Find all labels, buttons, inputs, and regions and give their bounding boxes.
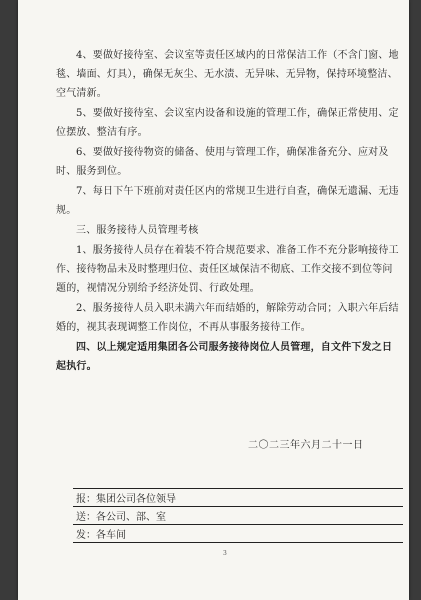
paragraph-item-7: 7、每日下午下班前对责任区内的常规卫生进行自查，确保无遗漏、无违规。: [56, 186, 399, 216]
distribution-report-to: 报：集团公司各位领导: [73, 488, 403, 507]
document-page: [18, 0, 409, 600]
distribution-list: [73, 488, 403, 543]
paragraph-item-5: 5、要做好接待室、会议室内设备和设施的管理工作，确保正常使用、定位摆放、整洁有序。: [56, 108, 399, 138]
distribution-issue-to: 发：各车间: [73, 525, 403, 543]
paragraph-item-6: 6、要做好接待物资的储备、使用与管理工作，确保准备充分、应对及时、服务到位。: [56, 147, 389, 177]
section-4-statement: 四、以上规定适用集团各公司服务接待岗位人员管理，自文件下发之日起执行。: [56, 342, 393, 372]
paragraph-item-1: 1、服务接待人员存在着装不符合规范要求、准备工作不充分影响接待工作、接待物品未及时整理归位、责任区域保洁不彻底、工作交接不到位等问题的，视情况分别给予经济处罚、行政处理。: [56, 245, 399, 294]
document-date: 二〇二三年六月二十一日: [248, 440, 364, 451]
distribution-send-to: 送：各公司、部、室: [73, 507, 403, 525]
paragraph-item-2: 2、服务接待人员入职未满六年而结婚的，解除劳动合同；入职六年后结婚的，视其表现调整工作岗位，不再从事服务接待工作。: [56, 303, 399, 333]
document-body: [56, 46, 401, 377]
paragraph-item-4: 4、要做好接待室、会议室等责任区域内的日常保洁工作（不含门窗、地毯、墙面、灯具），确保无灰尘、无水渍、无异味、无异物，保持环境整洁、空气清新。: [56, 50, 399, 99]
section-title-3: 三、服务接待人员管理考核: [76, 225, 199, 236]
page-number: 3: [223, 550, 227, 557]
